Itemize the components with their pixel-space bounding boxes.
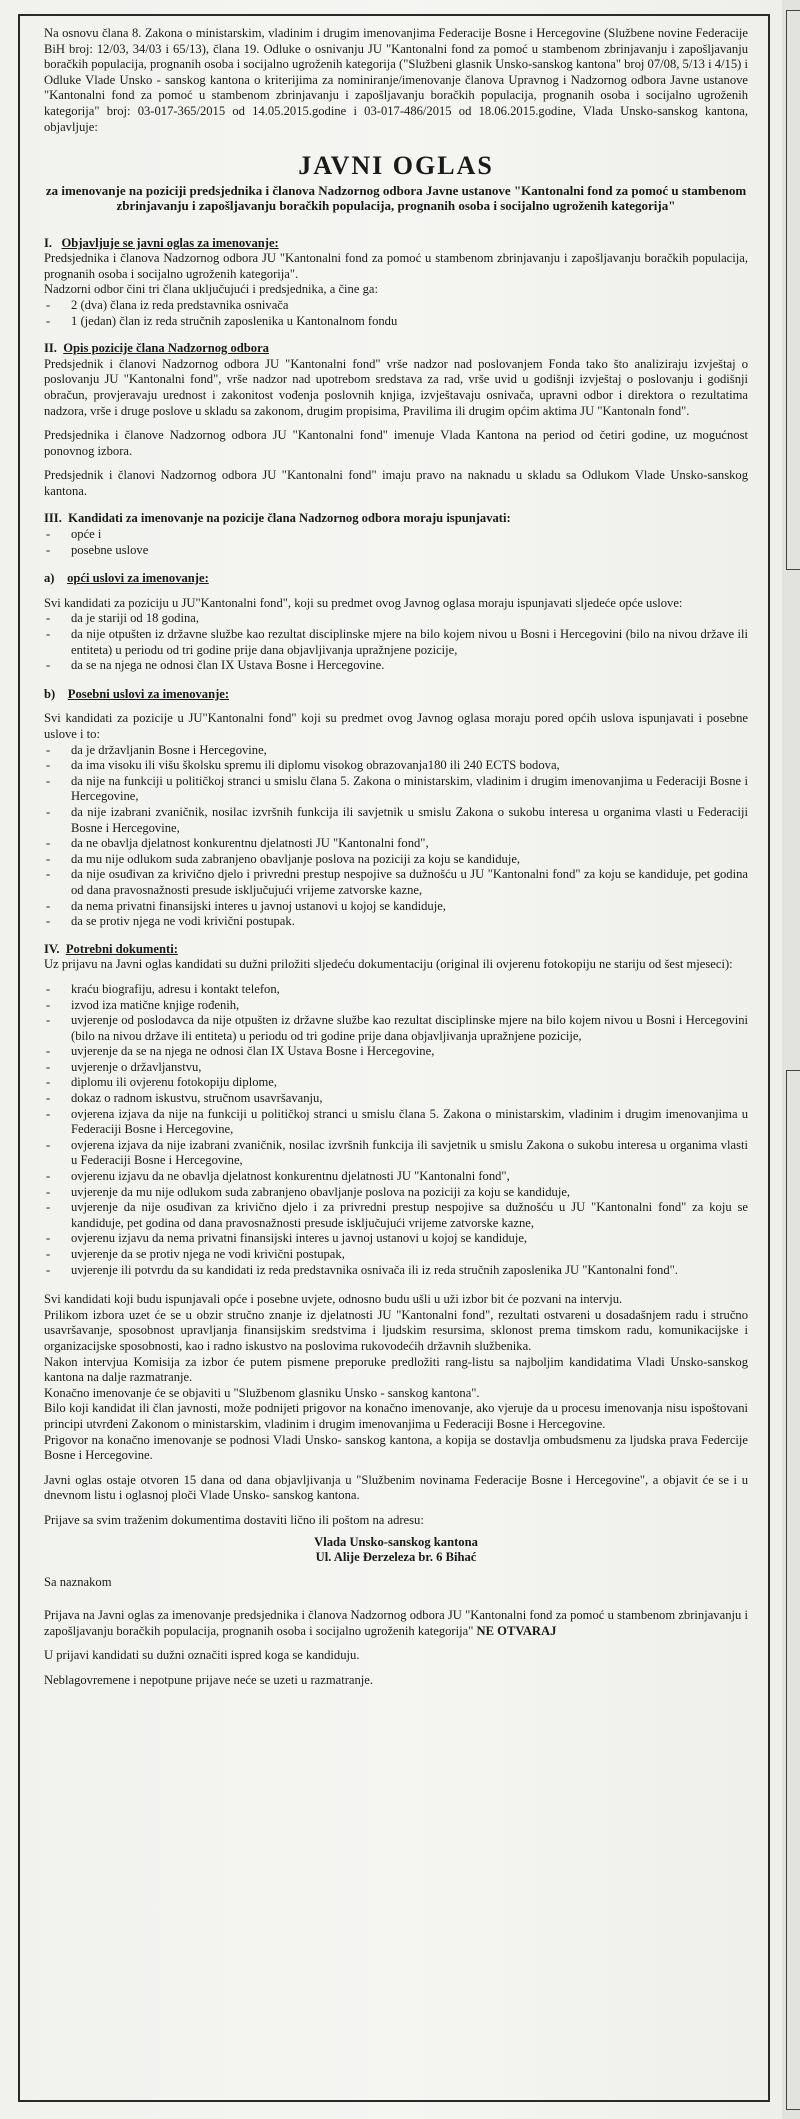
notice-subtitle: za imenovanje na poziciji predsjednika i članova Nadzornog odbora Javne ustanove "Kantonalni fond za pomoć u stambenom zbrinjavanju i zapošljavanju boračkih populacija, prognanih osoba i socijalno ugroženih kategorija" — [45, 183, 747, 214]
subsection-a-heading: a) opći uslovi za imenovanje: — [44, 571, 209, 586]
subsection-a-text: Svi kandidati za poziciju u JU"Kantonalni fond", koji su predmet ovog Javnog oglasa moraju ispunjavati sljedeće opće uslove: — [44, 595, 683, 610]
envelope-label: Prijava na Javni oglas za imenovanje predsjednika i članova Nadzornog odbora JU "Kantonalni fond za pomoć u stambenom zbrinjavanju i zapošljavanju boračkih populacija, prognanih osoba i socijalno ugroženih kategorija" NE OTVARAJ — [44, 1608, 748, 1638]
subsection-b-heading: b) Posebni uslovi za imenovanje: — [44, 686, 230, 701]
section-3-heading: III. Kandidati za imenovanje na pozicije člana Nadzornog odbora moraju ispunjavati: — [44, 511, 511, 526]
subsection-b-text: Svi kandidati za pozicije u JU"Kantonalni fond" koji su predmet ovog Javnog oglasa moraju pored općih uslova ispunjavati i posebne uslove i to: — [44, 711, 748, 741]
list-item: - uvjerenje o državljanstvu, — [44, 1060, 748, 1076]
list-item: - da mu nije odlukom suda zabranjeno obavljanje poslova na poziciji za koju se kandiduje, — [44, 852, 748, 868]
section-1-text: Predsjednika i članova Nadzornog odbora JU "Kantonalni fond za pomoć u stambenom zbrinjavanju i zapošljavanju boračkih populacija, prognanih osoba i socijalno ugroženih kategorija". — [44, 251, 748, 281]
list-item: - uvjerenje ili potvrdu da su kandidati iz reda predstavnika osnivača ili iz reda stručnih zaposlenika JU "Kantonalni fond". — [44, 1263, 748, 1279]
section-2-paragraph-2: Predsjednika i članove Nadzornog odbora JU "Kantonalni fond" imenuje Vlada Kantona na period od četiri godine, uz mogućnost ponovnog izbora. — [44, 428, 748, 458]
closing-paragraph-1: Svi kandidati koji budu ispunjavali opće i posebne uvjete, odnosno budu ušli u uži izbor bit će pozvani na intervju. — [44, 1292, 623, 1307]
list-item: - uvjerenje da nije osuđivan za krivično djelo i za privredni prestup nespojive sa dužnošću u JU "Kantonalni fond" za koju se kandiduje, pet godina od dana pravosnažnosti presude isključujući vrijeme zatvorske kazne, — [44, 1200, 748, 1231]
closing-paragraph-5: Bilo koji kandidat ili član javnosti, može podnijeti prigovor na konačno imenovanje, ako vjeruje da u procesu imenovanja nisu ispoštovani principi utvrđeni Zakonom o ministarskim, vladinim i drugim imenovanjima u Federaciji Bosne i Hercegovine. — [44, 1401, 748, 1431]
section-4-heading: IV. Potrebni dokumenti: — [44, 941, 178, 956]
section-2-heading: II. Opis pozicije člana Nadzornog odbora — [44, 341, 269, 356]
list-item: - ovjerenu izjavu da ne obavlja djelatnost konkurentnu djelatnosti JU "Kantonalni fond", — [44, 1169, 748, 1185]
list-item: - dokaz o radnom iskustvu, stručnom usavršavanju, — [44, 1091, 748, 1107]
list-item: - da je državljanin Bosne i Hercegovine, — [44, 743, 748, 759]
list-item: - da se na njega ne odnosi član IX Ustava Bosne i Hercegovine. — [44, 658, 748, 674]
section-2-paragraph-3: Predsjednik i članovi Nadzornog odbora JU "Kantonalni fond" imaju pravo na naknadu u skladu sa Odlukom Vlade Unsko-sanskog kantona. — [44, 468, 748, 498]
notice-title: JAVNI OGLAS — [298, 151, 494, 181]
list-item: - uvjerenje od poslodavca da nije otpušten iz državne službe kao rezultat disciplinske mjere na bilo kojem nivou u Bosni i Hercegovini (bilo na nivou države ili entiteta) u periodu od tri godine prije dana objavljivanja upražnjene pozicije, — [44, 1013, 748, 1044]
intro-paragraph: Na osnovu člana 8. Zakona o ministarskim, vladinim i drugim imenovanjima Federacije Bosne i Hercegovine (Službene novine Federacije BiH broj: 12/03, 34/03 i 65/13), člana 19. Odluke o osnivanju JU "Kantonalni fond za pomoć u stambenom zbrinjavanju i zapošljavanju boračkih populacija, prognanih osoba i socijalno ugroženih kategorija ("Službeni glasnik Unsko-sanskog kantona" broj 07/08, 5/13 i 4/15) i Odluke Vlade Unsko - sanskog kantona o kriterijima za nominiranje/imenovanje članova Upravnog i Nadzornog odbora Javne ustanove "Kantonalni fond za pomoć u stambenom zbrinjavanju i zapošljavanju boračkih populacija, prognanih osoba i socijalno ugroženih kategorija" broj: 03-017-365/2015 od 14.05.2015.godine i 03-017-486/2015 od 18.06.2015.godine, Vlada Unsko-sanskog kantona, objavljuje: — [44, 26, 748, 134]
list-item: - da nema privatni finansijski interes u javnoj ustanovi u kojoj se kandiduje, — [44, 899, 748, 915]
section-1-text2: Nadzorni odbor čini tri člana uključujući i predsjednika, a čine ga: — [44, 282, 378, 297]
closing-paragraph-11: U prijavi kandidati su dužni označiti ispred koga se kandiduju. — [44, 1648, 360, 1663]
list-item: - uvjerenje da mu nije odlukom suda zabranjeno obavljanje poslova na poziciji za koju se kandiduje, — [44, 1185, 748, 1201]
closing-paragraph-4: Konačno imenovanje će se objaviti u "Službenom glasniku Unsko - sanskog kantona". — [44, 1385, 480, 1400]
section-3-list — [44, 527, 748, 558]
list-item: - opće i — [44, 527, 748, 543]
closing-paragraph-9: Sa naznakom — [44, 1574, 112, 1589]
closing-paragraph-6: Prigovor na konačno imenovanje se podnosi Vladi Unsko- sanskog kantona, a kopija se dostavlja ombudsmenu za ljudska prava Federcije Bosne i Hercegovine. — [44, 1432, 748, 1463]
list-item: - uvjerenje da se protiv njega ne vodi krivični postupak, — [44, 1247, 748, 1263]
closing-paragraph-8: Prijave sa svim traženim dokumentima dostaviti lično ili poštom na adresu: — [44, 1512, 424, 1527]
closing-paragraph-3: Nakon intervjua Komisija za izbor će putem pismene preporuke predložiti rang-listu sa najboljim kandidatima Vladi Unsko-sanskog kantona na dalje razmatranje. — [44, 1354, 748, 1385]
section-1-heading: I. Objavljuje se javni oglas za imenovanje: — [44, 235, 279, 250]
list-item: - da ne obavlja djelatnost konkurentnu djelatnosti JU "Kantonalni fond", — [44, 836, 748, 852]
closing-paragraph-2: Prilikom izbora uzet će se u obzir stručno znanje iz djelatnosti JU "Kantonalni fond", rezultati ostvareni u dosadašnjem radu i stručno usavršavanje, sposobnost upravljanja finansijskim sredstvima i ljudskim resursima, sklonost prema timskom radu, komunikacijske i organizacijske sposobnosti, kao i radno iskustvo na poslovima rukovodećih državnih službenika. — [44, 1307, 748, 1353]
list-item: - da nije na funkciji u političkoj stranci u smislu člana 5. Zakona o ministarskim, vladinim i drugim imenovanjima u Federaciji Bosne i Hercegovine, — [44, 774, 748, 805]
section-2-text: Predsjednik i članovi Nadzornog odbora JU "Kantonalni fond" vrše nadzor nad poslovanjem Fonda tako što analiziraju izvještaj o poslovanju JU "Kantonalni fond", vrše nadzor nad upotrebom sredstava za rad, vrše uvid u godišnji izvještaj o poslovanju i godišnji obračun, provjeravaju urednost i zakonitost vođenja poslovnih knjiga, izvještavaju osnivača, upravni odbor i direktora o rezultatima nadzora, vrše i druge poslove u skladu sa zakonom, drugim propisima, Pravilima ili drugim općim aktima JU "Kantonaln fond". — [44, 356, 748, 418]
special-conditions-list — [44, 743, 748, 930]
list-item: - uvjerenje da se na njega ne odnosi član IX Ustava Bosne i Hercegovine, — [44, 1044, 748, 1060]
list-item: - izvod iza matične knjige rođenih, — [44, 998, 748, 1014]
address-line-1: Vlada Unsko-sanskog kantona — [314, 1534, 478, 1549]
list-item: - da nije izabrani zvaničnik, nosilac izvršnih funkcija ili savjetnik u smislu Zakona o sukobu interesa u organima vlasti u Federaciji Bosne i Hercegovine, — [44, 805, 748, 836]
list-item: - ovjerena izjava da nije na funkciji u političkoj stranci u smislu člana 5. Zakona o ministarskim, vladinim i drugim imenovanjima u Federaciji Bosne i Hercegovine, — [44, 1107, 748, 1138]
list-item: - da nije otpušten iz državne službe kao rezultat disciplinske mjere na bilo kojem nivou u Bosni i Hercegovini (bilo na nivou države ili entiteta) u periodu od tri godine prije dana objavljivanja upražnjene pozicije, — [44, 627, 748, 658]
list-item: - posebne uslove — [44, 543, 748, 559]
section-4-text: Uz prijavu na Javni oglas kandidati su dužni priložiti sljedeću dokumentaciju (original ili ovjerenu fotokopiju ne stariju od šest mjeseci): — [44, 957, 733, 972]
list-item: - da ima visoku ili višu školsku spremu ili diplomu visokog obrazovanja180 ili 240 ECTS bodova, — [44, 758, 748, 774]
adjacent-ad-border — [786, 10, 800, 570]
public-notice — [18, 14, 770, 2102]
closing-paragraph-7: Javni oglas ostaje otvoren 15 dana od dana objavljivanja u "Službenim novinama Federacije Bosne i Hercegovine", a objavit će se i u dnevnom listu i oglasnoj ploči Vlade Unsko- sanskog kantona. — [44, 1472, 748, 1503]
closing-paragraph-12: Neblagovremene i nepotpune prijave neće se uzeti u razmatranje. — [44, 1673, 374, 1688]
list-item: - ovjerenu izjavu da nema privatni finansijski interes u javnoj ustanovi u kojoj se kandiduje, — [44, 1231, 748, 1247]
general-conditions-list — [44, 611, 748, 673]
list-item: - 2 (dva) člana iz reda predstavnika osnivača — [44, 298, 748, 314]
section-1-list — [44, 298, 748, 329]
required-documents-list — [44, 982, 748, 1278]
list-item: - ovjerena izjava da nije izabrani zvaničnik, nosilac izvršnih funkcija ili savjetnik u smislu Zakona o sukobu interesa u organima vlasti u Federaciji Bosne i Hercegovine, — [44, 1138, 748, 1169]
list-item: - da je stariji od 18 godina, — [44, 611, 748, 627]
list-item: - kraću biografiju, adresu i kontakt telefon, — [44, 982, 748, 998]
do-not-open: NE OTVARAJ — [476, 1623, 557, 1638]
list-item: - 1 (jedan) član iz reda stručnih zaposlenika u Kantonalnom fondu — [44, 314, 748, 330]
address-line-2: Ul. Alije Đerzeleza br. 6 Bihać — [315, 1550, 477, 1565]
list-item: - da nije osuđivan za krivično djelo i privredni prestup nespojive sa dužnošću u JU "Kantonalni fond" za koju se kandiduje, pet godina od dana pravosnažnosti presude isključujući vrijeme zatvorske kazne, — [44, 867, 748, 898]
list-item: - da se protiv njega ne vodi krivični postupak. — [44, 914, 748, 930]
adjacent-ad-border — [786, 1070, 800, 2110]
list-item: - diplomu ili ovjerenu fotokopiju diplome, — [44, 1075, 748, 1091]
